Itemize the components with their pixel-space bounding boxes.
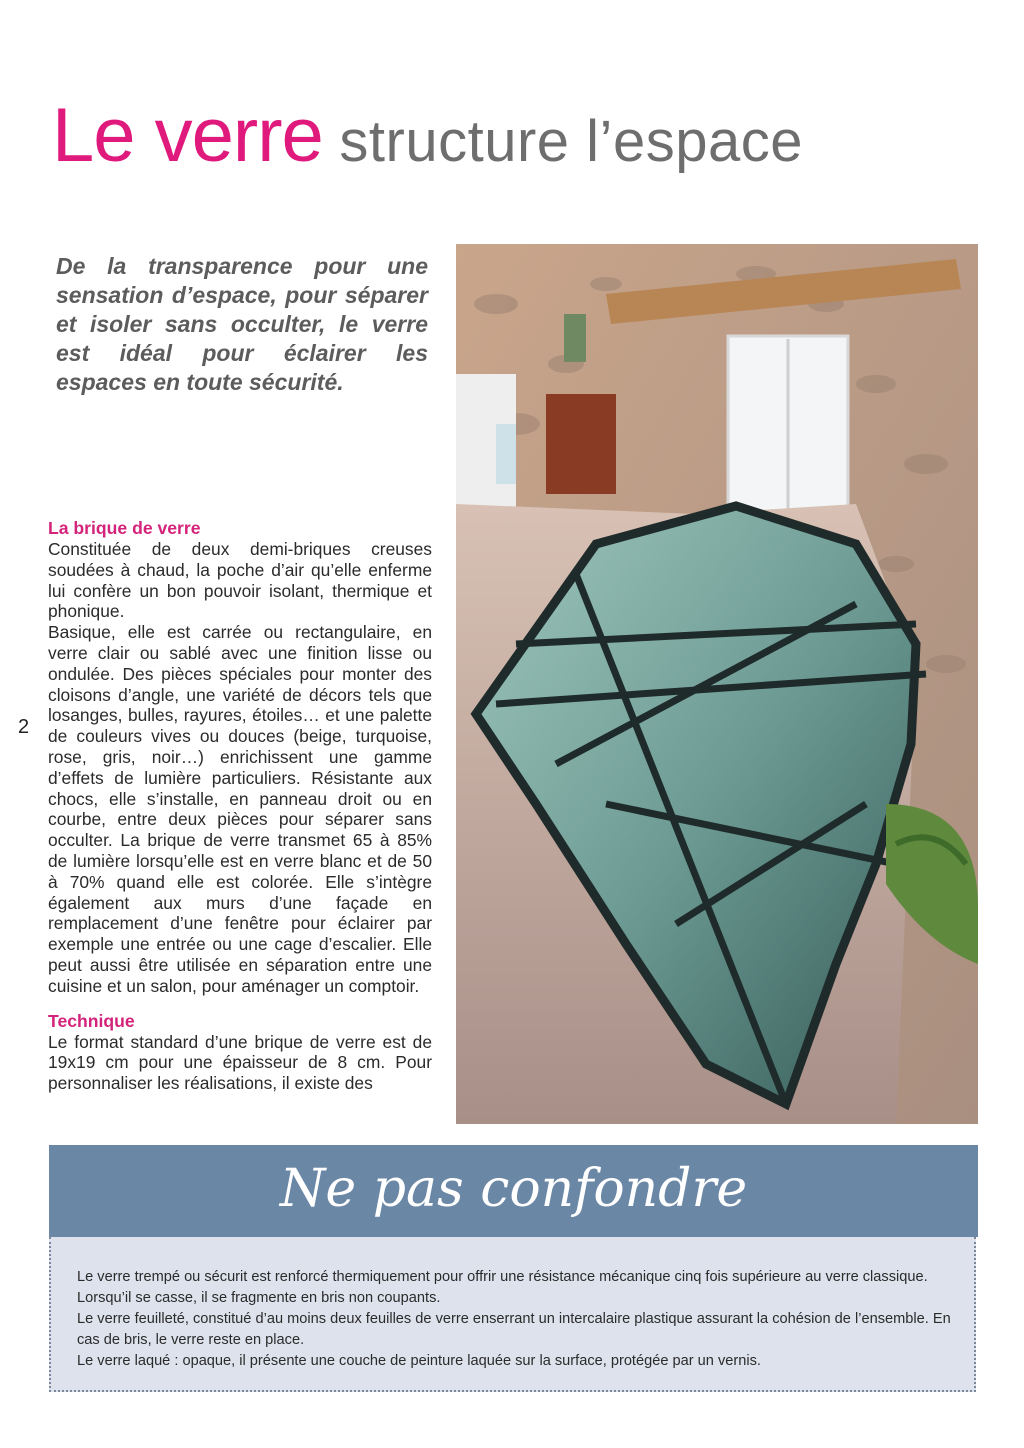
- paragraph: Le format standard d’une brique de verre est de 19x19 cm pour une épaisseur de 8 cm. Pour personnaliser les réalisations, il existe des: [48, 1031, 432, 1094]
- callout-header: [49, 1145, 978, 1237]
- section-heading-brique: La brique de verre: [48, 518, 201, 538]
- title-rest: structure l’espace: [322, 109, 803, 174]
- intro-paragraph: De la transparence pour une sensation d’espace, pour séparer et isoler sans occulter, le verre est idéal pour éclairer les espaces en toute sécurité.: [56, 253, 428, 395]
- title-accent: Le verre: [52, 93, 323, 178]
- callout-line: Le verre laqué : opaque, il présente une couche de peinture laquée sur la surface, protégée par un vernis.: [77, 1353, 761, 1369]
- page-title: [52, 93, 803, 178]
- callout-line: Le verre feuilleté, constitué d’au moins deux feuilles de verre enserrant un intercalaire plastique assurant la cohésion de l’ensemble. En cas de bris, le verre reste en place.: [77, 1311, 951, 1348]
- glass-floor-photo: [456, 244, 978, 1124]
- paragraph: Constituée de deux demi-briques creuses soudées à chaud, la poche d’air qu’elle enferme lui confère un bon pouvoir isolant, thermique et phonique.: [48, 539, 432, 622]
- article-body: [48, 518, 432, 1094]
- paragraph: Basique, elle est carrée ou rectangulaire, en verre clair ou sablé avec une finition lisse ou ondulée. Des pièces spéciales pour monter des cloisons d’angle, une variété de décors tels que losanges, bulles, rayures, étoiles… et une palette de couleurs vives ou douces (beige, turquoise, rose, gris, noir…) enrichissent une gamme d’effets de lumière particuliers. Résistante aux chocs, elle s’installe, en panneau droit ou en courbe, entre deux pièces pour séparer sans occulter. La brique de verre transmet 65 à 85% de lumière lorsqu’elle est en verre blanc et de 50 à 70% quand elle est colorée. Elle s’intègre également aux murs d’une façade en remplacement d’une fenêtre pour éclairer par exemple une entrée ou une cage d’escalier. Elle peut aussi être utilisée en séparation entre une cuisine et un salon, pour aménager un comptoir.: [48, 622, 432, 996]
- callout-line: Le verre trempé ou sécurit est renforcé thermiquement pour offrir une résistance mécanique cinq fois supérieure au verre classique. Lorsqu’il se casse, il se fragmente en bris non coupants.: [77, 1269, 928, 1306]
- section-heading-technique: Technique: [48, 1010, 135, 1031]
- callout-title: Ne pas confondre: [279, 1159, 748, 1219]
- page-number: 2: [18, 716, 30, 738]
- callout-body: [49, 1237, 976, 1392]
